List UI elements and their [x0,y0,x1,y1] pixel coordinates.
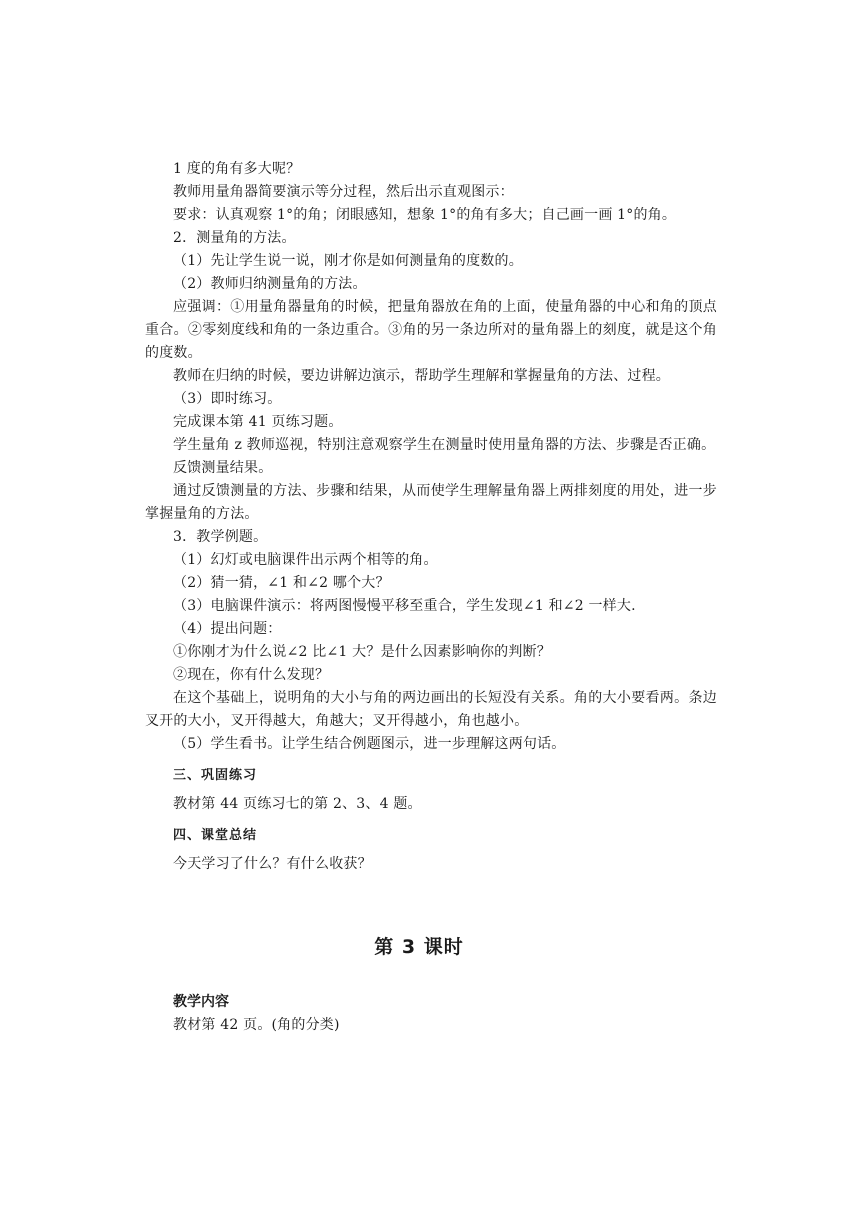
text-line: 要求：认真观察 1°的角；闭眼感知，想象 1°的角有多大；自己画一画 1°的角。 [173,207,677,223]
text-line: ②现在，你有什么发现？ [173,667,330,683]
document-page [145,158,717,1037]
content-heading: 教学内容 [173,994,229,1010]
section-step-heading: 2．测量角的方法。 [173,230,296,246]
text-line: （3）电脑课件演示：将两图慢慢平移至重合，学生发现∠1 和∠2 一样大. [173,598,636,614]
text-line: 反馈测量结果。 [173,460,273,476]
section-heading: 四、课堂总结 [173,828,258,843]
text-line: （2）教师归纳测量角的方法。 [173,276,367,292]
text-line: 完成课本第 41 页练习题。 [173,414,343,430]
paragraph: 应强调：①用量角器量角的时候，把量角器放在角的上面，使量角器的中心和角的顶点重合。②零刻度线和角的一条边重合。③角的另一条边所对的量角器上的刻度，就是这个角的度数。 [145,299,717,361]
text-line: ①你刚才为什么说∠2 比∠1 大？是什么因素影响你的判断？ [173,644,551,660]
text-line: （3）即时练习。 [173,391,282,407]
text-line: （2）猜一猜，∠1 和∠2 哪个大？ [173,575,390,591]
text-line: （1）幻灯或电脑课件出示两个相等的角。 [173,552,438,568]
text-line: 教师用量角器简要演示等分过程，然后出示直观图示： [173,184,514,200]
section-heading: 三、巩固练习 [173,768,258,783]
paragraph: 在这个基础上，说明角的大小与角的两边画出的长短没有关系。角的大小要看两。条边叉开的大小，叉开得越大，角越大；叉开得越小，角也越小。 [145,690,717,729]
paragraph: 通过反馈测量的方法、步骤和结果，从而使学生理解量角器上两排刻度的用处，进一步掌握量角的方法。 [145,483,717,522]
lesson-title: 第 3 课时 [374,936,464,958]
text-line: （1）先让学生说一说，刚才你是如何测量角的度数的。 [173,253,523,269]
text-line: 教材第 42 页。(角的分类) [173,1017,340,1033]
text-line: （5）学生看书。让学生结合例题图示，进一步理解这两句话。 [173,736,566,752]
text-line: 教师在归纳的时候，要边讲解边演示，帮助学生理解和掌握量角的方法、过程。 [173,368,670,384]
section-step-heading: 3．教学例题。 [173,529,268,545]
text-line: 教材第 44 页练习七的第 2、3、4 题。 [173,796,422,812]
text-line: （4）提出问题： [173,621,282,637]
text-line: 今天学习了什么？有什么收获？ [173,856,372,872]
text-line: 1 度的角有多大呢？ [173,161,301,177]
paragraph: 学生量角 z 教师巡视，特别注意观察学生在测量时使用量角器的方法、步骤是否正确。 [173,437,716,453]
